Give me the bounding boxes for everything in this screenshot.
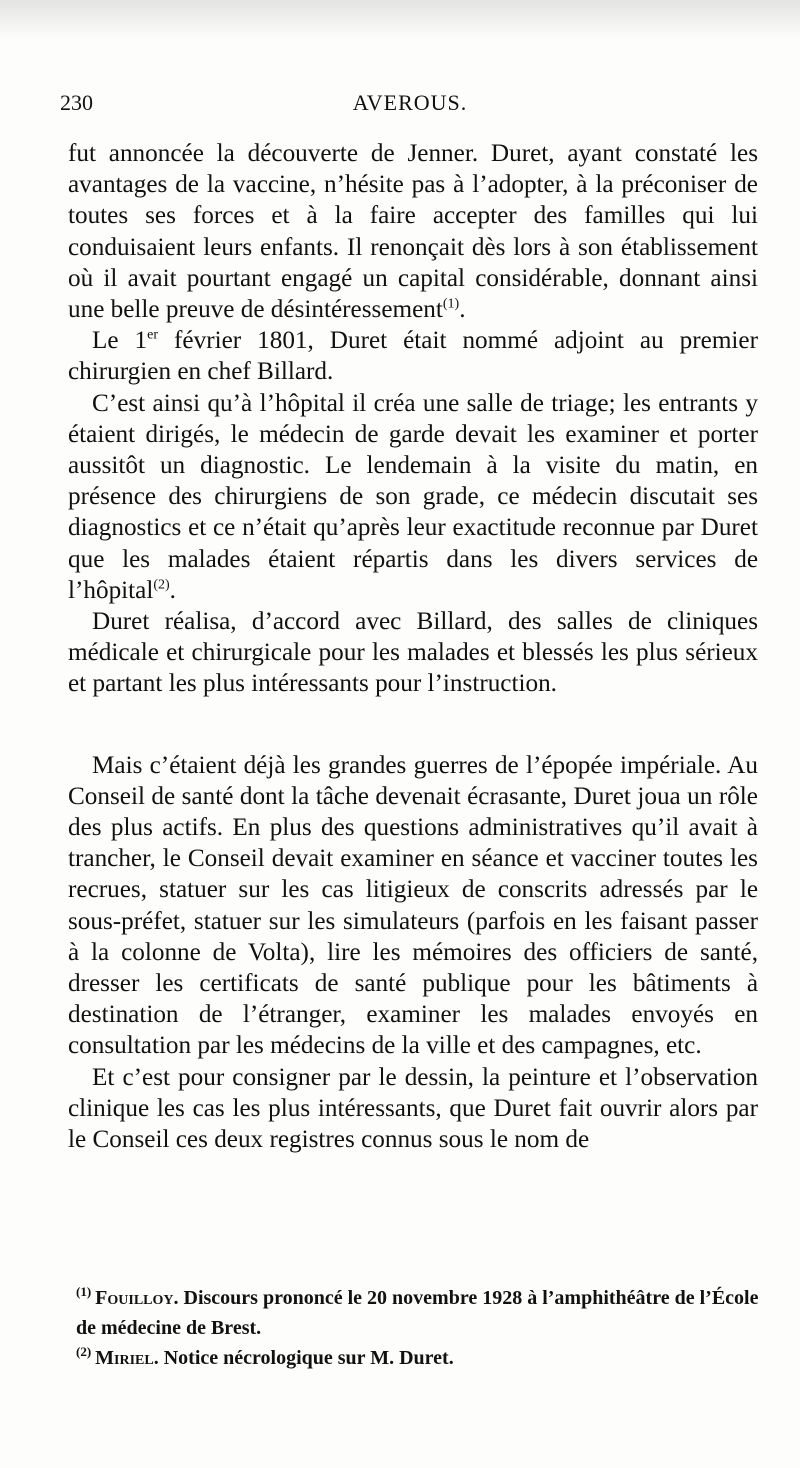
paragraph-6: Et c’est pour consigner par le dessin, la peinture et l’observation clinique les cas les plus intéressants, que Duret fait ouvrir alors par le Conseil ces deux registres connus sous le nom de bbox=[68, 1063, 758, 1154]
paragraph-4: Duret réalisa, d’accord avec Billard, des salles de cliniques médicale et chirurgicale pour les malades et blessés les plus sérieux et partant les plus intéressants pour l’instruction. bbox=[68, 608, 758, 698]
footnotes bbox=[76, 1283, 762, 1373]
page-number: 230 bbox=[60, 90, 93, 115]
ordinal-superscript: er bbox=[147, 327, 159, 343]
footnote-text-2: Notice nécrologique sur M. Duret. bbox=[158, 1347, 454, 1369]
footnote-author-1: Fouilloy. bbox=[95, 1287, 179, 1309]
scan-edge-shadow bbox=[0, 0, 800, 40]
paragraph-1: fut annoncée la découverte de Jenner. Duret, ayant constaté les avantages de la vaccine, n’hésite pas à l’adopter, à la préconiser de toutes ses forces et à la faire accepter des familles qui lui conduisaient leurs enfants. Il renonçait dès lors à son établissement où il avait pourtant engagé un capital considérable, donnant ainsi une belle preuve de désintéressement$^{(1)}$. bbox=[68, 140, 758, 324]
running-title: AVEROUS. bbox=[352, 90, 468, 115]
footnote-author-2: Miriel. bbox=[95, 1347, 159, 1369]
footnote-ref-2: (2) bbox=[153, 577, 170, 593]
footnote-2 bbox=[76, 1343, 762, 1373]
footnote-text-1: Discours prononcé le 20 novembre 1928 à l’amphithéâtre de l’École de médecine de Brest. bbox=[76, 1287, 759, 1339]
footnote-mark-1: (1) bbox=[76, 1284, 92, 1300]
footnote-1 bbox=[76, 1283, 762, 1343]
page-header bbox=[60, 90, 760, 126]
paragraph-3: C’est ainsi qu’à l’hôpital il créa une salle de triage; les entrants y étaient dirigés, le médecin de garde devait les examiner et porter aussitôt un diagnostic. Le lendemain à la visite du matin, en présence des chirurgiens de son grade, ce médecin discutait ses diagnostics et ce n’était qu’après leur exactitude reconnue par Duret que les malades étaient répartis dans les divers services de l’hôpital$^{(2)}$. bbox=[68, 389, 758, 604]
footnote-mark-2: (2) bbox=[76, 1344, 92, 1360]
body-text bbox=[68, 138, 758, 1155]
paragraph-5: Mais c’étaient déjà les grandes guerres de l’épopée impériale. Au Conseil de santé dont la tâche devenait écrasante, Duret joua un rôle des plus actifs. En plus des questions administratives qu’il avait à trancher, le Conseil devait examiner en séance et vacciner toutes les recrues, statuer sur les cas litigieux de conscrits adressés par le sous-préfet, statuer sur les simulateurs (parfois en les faisant passer à la colonne de Volta), lire les mémoires des officiers de santé, dresser les certificats de santé publique pour les bâtiments à destination de l’étranger, examiner les malades envoyés en consultation par les médecins de la ville et des campagnes, etc. bbox=[68, 751, 758, 1060]
paragraph-2: Le 1er février 1801, Duret était nommé adjoint au premier chirurgien en chef Billard. bbox=[68, 327, 758, 386]
footnote-ref-1: (1) bbox=[442, 296, 460, 312]
